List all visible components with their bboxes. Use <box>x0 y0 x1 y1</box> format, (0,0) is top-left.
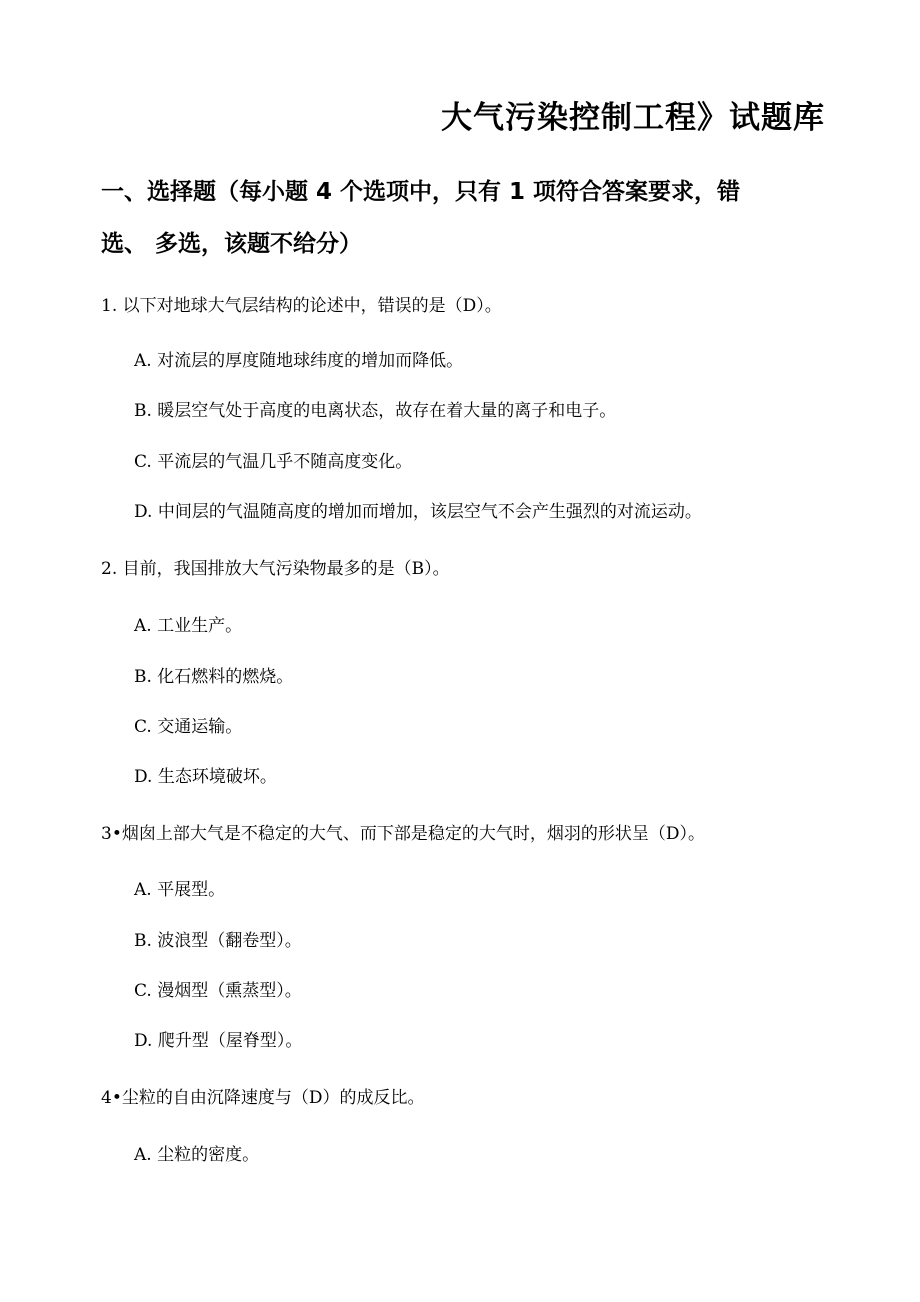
question-3-stem: 3•烟囱上部大气是不稳定的大气、而下部是稳定的大气时，烟羽的形状呈（D）。 <box>101 824 705 844</box>
question-1-stem: 1. 以下对地球大气层结构的论述中，错误的是（D）。 <box>101 296 502 316</box>
question-3-option-c: C. 漫烟型（熏蒸型）。 <box>134 981 302 1001</box>
section-heading-line-2: 选、 多选，该题不给分） <box>101 231 363 257</box>
question-2-option-d: D. 生态环境破坏。 <box>134 767 277 787</box>
document-title: 大气污染控制工程》试题库 <box>441 100 825 136</box>
question-1-option-c: C. 平流层的气温几乎不随高度变化。 <box>134 452 413 472</box>
question-3-option-d: D. 爬升型（屋脊型）。 <box>134 1031 303 1051</box>
question-4-stem: 4•尘粒的自由沉降速度与（D）的成反比。 <box>101 1088 425 1108</box>
question-2-option-a: A. 工业生产。 <box>134 616 243 636</box>
question-3-option-b: B. 波浪型（翻卷型）。 <box>134 931 302 951</box>
question-2-option-c: C. 交通运输。 <box>134 717 243 737</box>
section-heading-line-1: 一、选择题（每小题 4 个选项中，只有 1 项符合答案要求，错 <box>101 179 741 205</box>
question-1-option-d: D. 中间层的气温随高度的增加而增加，该层空气不会产生强烈的对流运动。 <box>134 502 702 522</box>
question-1-option-b: B. 暖层空气处于高度的电离状态，故存在着大量的离子和电子。 <box>134 401 617 421</box>
section-heading <box>101 166 801 270</box>
question-4-option-a: A. 尘粒的密度。 <box>134 1145 260 1165</box>
question-2-stem: 2. 目前，我国排放大气污染物最多的是（B）。 <box>101 559 450 579</box>
question-1-option-a: A. 对流层的厚度随地球纬度的增加而降低。 <box>134 351 464 371</box>
question-2-option-b: B. 化石燃料的燃烧。 <box>134 667 294 687</box>
question-3-option-a: A. 平展型。 <box>134 880 226 900</box>
